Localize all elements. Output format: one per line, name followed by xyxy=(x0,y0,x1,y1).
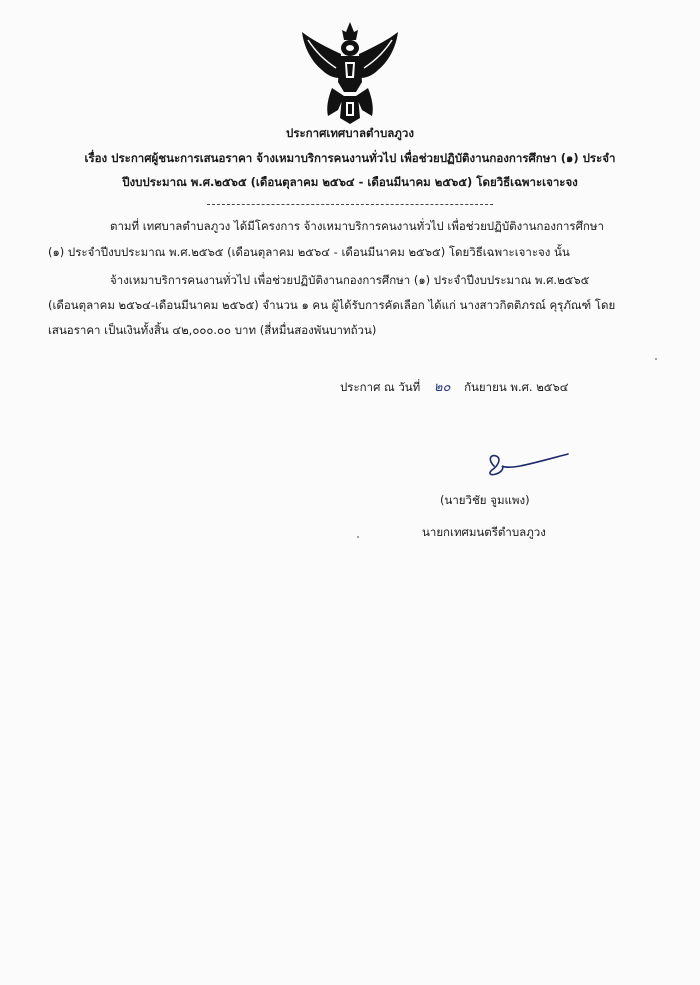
paragraph-1-line-2: (๑) ประจำปีงบประมาณ พ.ศ.๒๕๖๕ (เดือนตุลาคม ๒๕๖๔ - เดือนมีนาคม ๒๕๖๕) โดยวิธีเฉพาะเจาะจง นั้น xyxy=(48,245,570,259)
garuda-emblem-icon xyxy=(298,18,402,126)
signature-icon xyxy=(480,450,580,480)
paragraph-2-line-1: จ้างเหมาบริการคนงานทั่วไป เพื่อช่วยปฏิบัติงานกองการศึกษา (๑) ประจำปีงบประมาณ พ.ศ.๒๕๖๕ xyxy=(110,273,590,287)
subject-line-1: เรื่อง ประกาศผู้ชนะการเสนอราคา จ้างเหมาบริการคนงานทั่วไป เพื่อช่วยปฏิบัติงานกองการศึกษา (๑) ประจำ xyxy=(84,151,616,165)
announcement-date xyxy=(340,376,569,397)
announcement-day: ๒๐ xyxy=(433,379,451,394)
paragraph-2-line-2: (เดือนตุลาคม ๒๕๖๔-เดือนมีนาคม ๒๕๖๕) จำนวน ๑ คน ผู้ได้รับการคัดเลือก ได้แก่ นางสาวกิตติภรณ์ คุรุภัณฑ์ โดย xyxy=(48,298,616,312)
signatory-name: (นายวิชัย จูมแพง) xyxy=(440,493,530,507)
paragraph-2-line-3: เสนอราคา เป็นเงินทั้งสิ้น ๔๒,๐๐๐.๐๐ บาท (สี่หมื่นสองพันบาทถ้วน) xyxy=(48,323,377,337)
subject-line-2: ปีงบประมาณ พ.ศ.๒๕๖๕ (เดือนตุลาคม ๒๕๖๔ - เดือนมีนาคม ๒๕๖๕) โดยวิธีเฉพาะเจาะจง xyxy=(122,175,578,189)
header-separator xyxy=(207,204,493,205)
announcement-month-year: กันยายน พ.ศ. ๒๕๖๔ xyxy=(464,380,569,394)
paper-speck xyxy=(655,358,657,360)
paragraph-1-line-1: ตามที่ เทศบาลตำบลภูวง ได้มีโครงการ จ้างเหมาบริการคนงานทั่วไป เพื่อช่วยปฏิบัติงานกองการศึกษา xyxy=(110,219,604,233)
announcement-prefix: ประกาศ ณ วันที่ xyxy=(340,380,421,394)
signatory-position: นายกเทศมนตรีตำบลภูวง xyxy=(422,525,546,539)
agency-title: ประกาศเทศบาลตำบลภูวง xyxy=(286,126,414,140)
paper-speck xyxy=(357,536,359,538)
